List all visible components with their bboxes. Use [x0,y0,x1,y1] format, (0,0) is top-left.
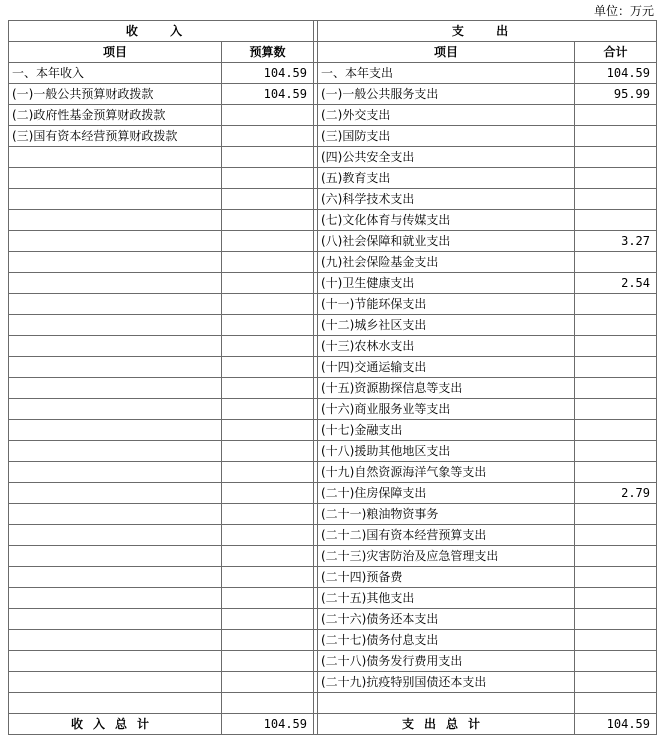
expense-value-cell [575,546,657,567]
income-value-cell [222,399,314,420]
table-row [9,588,657,609]
table-row [9,399,657,420]
expense-value-cell [575,462,657,483]
income-item-cell [9,273,222,294]
income-value-cell [222,105,314,126]
income-value-cell [222,693,314,714]
income-value-cell [222,210,314,231]
expense-item-cell: 一、本年支出 [318,63,575,84]
expense-item-cell: (八)社会保障和就业支出 [318,231,575,252]
expense-value-cell [575,672,657,693]
table-row [9,630,657,651]
expense-item-cell: (一)一般公共服务支出 [318,84,575,105]
income-value-cell [222,357,314,378]
income-item-cell [9,693,222,714]
expense-value-cell [575,693,657,714]
expense-item-cell: (二十八)债务发行费用支出 [318,651,575,672]
income-value-cell: 104.59 [222,63,314,84]
expense-item-cell: (四)公共安全支出 [318,147,575,168]
table-row [9,84,657,105]
income-value-cell [222,651,314,672]
income-value-cell [222,609,314,630]
expense-item-cell: (十三)农林水支出 [318,336,575,357]
expense-value-cell: 2.54 [575,273,657,294]
table-row [9,315,657,336]
income-item-cell [9,168,222,189]
expense-value-cell: 104.59 [575,63,657,84]
expense-item-cell: (十七)金融支出 [318,420,575,441]
income-value-cell [222,231,314,252]
expense-value-cell [575,210,657,231]
expense-item-header: 项目 [318,42,575,63]
income-value-cell [222,315,314,336]
income-item-cell [9,378,222,399]
expense-value-cell [575,399,657,420]
income-item-cell [9,315,222,336]
income-value-cell [222,525,314,546]
table-row [9,378,657,399]
expense-value-cell [575,147,657,168]
expense-value-cell [575,294,657,315]
table-row [9,105,657,126]
expense-value-cell: 2.79 [575,483,657,504]
expense-value-cell [575,168,657,189]
expense-value-cell [575,252,657,273]
expense-item-cell: (二十)住房保障支出 [318,483,575,504]
expense-value-cell [575,609,657,630]
table-row [9,420,657,441]
budget-table-body [9,21,657,735]
income-item-cell [9,294,222,315]
expense-value-cell [575,420,657,441]
income-item-cell [9,357,222,378]
expense-value-cell [575,189,657,210]
income-item-cell: (一)一般公共预算财政拨款 [9,84,222,105]
income-item-cell [9,399,222,420]
expense-item-cell: (二十一)粮油物资事务 [318,504,575,525]
table-row [9,672,657,693]
table-row [9,210,657,231]
expense-item-cell: (十八)援助其他地区支出 [318,441,575,462]
table-row [9,567,657,588]
table-row [9,462,657,483]
expense-item-cell: (二十五)其他支出 [318,588,575,609]
table-row [9,693,657,714]
expense-item-cell: (六)科学技术支出 [318,189,575,210]
expense-value-cell [575,588,657,609]
income-item-cell [9,651,222,672]
income-value-cell [222,630,314,651]
expense-item-cell: (十九)自然资源海洋气象等支出 [318,462,575,483]
income-value-cell [222,273,314,294]
table-row [9,504,657,525]
budget-table [8,20,657,735]
income-item-cell [9,189,222,210]
unit-label: 单位：万元 [593,4,654,18]
income-item-cell [9,567,222,588]
income-item-cell [9,441,222,462]
table-row [9,294,657,315]
income-item-cell [9,231,222,252]
income-value-cell [222,336,314,357]
expense-value-cell [575,315,657,336]
table-row [9,651,657,672]
expense-value-cell [575,567,657,588]
income-item-cell [9,672,222,693]
expense-item-cell: (十)卫生健康支出 [318,273,575,294]
income-item-cell: (三)国有资本经营预算财政拨款 [9,126,222,147]
income-budget-header: 预算数 [222,42,314,63]
column-header-row [9,42,657,63]
expense-item-cell: (五)教育支出 [318,168,575,189]
table-row [9,483,657,504]
income-item-cell [9,609,222,630]
income-value-cell [222,483,314,504]
income-value-cell [222,189,314,210]
expense-item-cell: (二十七)债务付息支出 [318,630,575,651]
table-row [9,273,657,294]
expense-section-header: 支 出 [318,21,657,42]
expense-item-cell: (二十二)国有资本经营预算支出 [318,525,575,546]
income-item-cell [9,630,222,651]
table-row [9,525,657,546]
income-value-cell [222,420,314,441]
income-item-header: 项目 [9,42,222,63]
table-row [9,189,657,210]
expense-value-cell [575,525,657,546]
table-row [9,126,657,147]
table-row [9,168,657,189]
income-item-cell [9,210,222,231]
expense-item-cell: (十六)商业服务业等支出 [318,399,575,420]
expense-item-cell: (二十六)债务还本支出 [318,609,575,630]
income-value-cell [222,168,314,189]
expense-value-cell [575,105,657,126]
expense-value-cell [575,630,657,651]
expense-item-cell: (二十三)灾害防治及应急管理支出 [318,546,575,567]
expense-item-cell: (十五)资源勘探信息等支出 [318,378,575,399]
income-value-cell [222,504,314,525]
income-item-cell [9,525,222,546]
income-value-cell [222,294,314,315]
income-value-cell [222,588,314,609]
income-item-cell [9,483,222,504]
expense-item-cell: (十一)节能环保支出 [318,294,575,315]
income-total-label: 收入总计 [9,714,222,735]
income-item-cell: 一、本年收入 [9,63,222,84]
expense-value-cell [575,378,657,399]
table-row [9,252,657,273]
table-row [9,546,657,567]
table-row [9,231,657,252]
income-item-cell [9,336,222,357]
table-row [9,147,657,168]
table-row [9,441,657,462]
income-item-cell [9,420,222,441]
total-row [9,714,657,735]
expense-total-value: 104.59 [575,714,657,735]
income-item-cell [9,504,222,525]
expense-total-header: 合计 [575,42,657,63]
income-item-cell [9,252,222,273]
expense-item-cell [318,693,575,714]
expense-item-cell: (二十九)抗疫特别国债还本支出 [318,672,575,693]
expense-item-cell: (十四)交通运输支出 [318,357,575,378]
expense-value-cell [575,336,657,357]
income-value-cell [222,378,314,399]
expense-value-cell [575,651,657,672]
income-value-cell [222,441,314,462]
expense-value-cell [575,126,657,147]
table-row [9,609,657,630]
expense-value-cell [575,357,657,378]
expense-value-cell: 95.99 [575,84,657,105]
expense-item-cell: (十二)城乡社区支出 [318,315,575,336]
expense-item-cell: (三)国防支出 [318,126,575,147]
income-section-header: 收 入 [9,21,314,42]
income-value-cell [222,546,314,567]
table-row [9,336,657,357]
expense-item-cell: (二)外交支出 [318,105,575,126]
expense-total-label: 支出总计 [318,714,575,735]
expense-item-cell: (七)文化体育与传媒支出 [318,210,575,231]
income-item-cell: (二)政府性基金预算财政拨款 [9,105,222,126]
income-item-cell [9,147,222,168]
expense-value-cell [575,441,657,462]
expense-item-cell: (九)社会保险基金支出 [318,252,575,273]
income-value-cell [222,126,314,147]
income-value-cell [222,462,314,483]
income-value-cell [222,147,314,168]
income-value-cell [222,567,314,588]
expense-value-cell [575,504,657,525]
section-header-row [9,21,657,42]
expense-item-cell: (二十四)预备费 [318,567,575,588]
income-value-cell: 104.59 [222,84,314,105]
income-total-value: 104.59 [222,714,314,735]
income-item-cell [9,546,222,567]
expense-value-cell: 3.27 [575,231,657,252]
income-value-cell [222,252,314,273]
table-row [9,63,657,84]
table-row [9,357,657,378]
income-item-cell [9,462,222,483]
income-item-cell [9,588,222,609]
income-value-cell [222,672,314,693]
